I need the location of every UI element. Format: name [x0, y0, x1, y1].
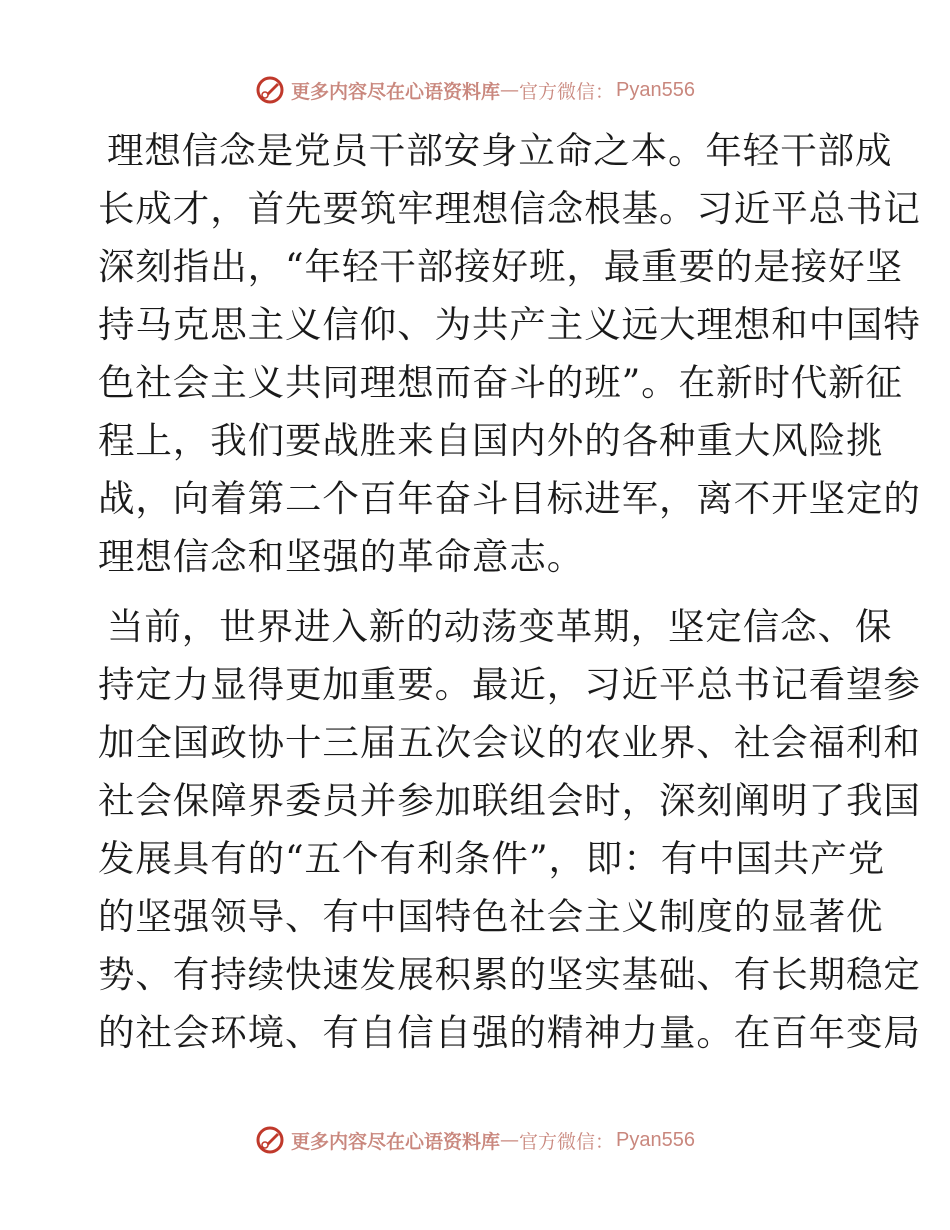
text-line: 持马克思主义信仰、为共产主义远大理想和中国特 — [98, 303, 921, 346]
text-line: 势、有持续快速发展积累的坚实基础、有长期稳定 — [98, 953, 921, 996]
text-line: 持定力显得更加重要。最近，习近平总书记看望参 — [98, 663, 921, 706]
paragraph-gap — [98, 586, 858, 598]
watermark-dash: — — [500, 1129, 520, 1151]
watermark-wechat-id: Pyan556 — [616, 78, 695, 101]
footer-watermark — [0, 1120, 950, 1160]
watermark-label: 官方微信： — [519, 80, 615, 103]
watermark-wechat-id: Pyan556 — [616, 1128, 695, 1151]
pen-logo-icon — [255, 1125, 285, 1155]
document-body — [98, 122, 921, 1062]
text-line: 长成才，首先要筑牢理想信念根基。习近平总书记 — [98, 187, 921, 230]
header-watermark — [0, 70, 950, 110]
paragraph-1 — [98, 122, 921, 586]
watermark-dash: — — [500, 79, 520, 101]
text-line: 加全国政协十三届五次会议的农业界、社会福利和 — [98, 721, 921, 764]
watermark-title: 更多内容尽在心语资料库 — [291, 80, 501, 103]
text-line: 深刻指出，“年轻干部接好班，最重要的是接好坚 — [98, 245, 903, 288]
text-line: 的社会环境、有自信自强的精神力量。在百年变局 — [98, 1011, 921, 1054]
watermark-title: 更多内容尽在心语资料库 — [291, 1130, 501, 1153]
text-line: 当前，世界进入新的动荡变革期，坚定信念、保 — [107, 605, 893, 648]
text-line: 理想信念是党员干部安身立命之本。年轻干部成 — [107, 129, 893, 172]
pen-logo-icon — [255, 75, 285, 105]
paragraph-2 — [98, 598, 921, 1062]
text-line: 战，向着第二个百年奋斗目标进军，离不开坚定的 — [98, 477, 921, 520]
text-line: 的坚强领导、有中国特色社会主义制度的显著优 — [98, 895, 884, 938]
text-line: 发展具有的“五个有利条件”，即：有中国共产党 — [98, 837, 886, 880]
text-line: 色社会主义共同理想而奋斗的班”。在新时代新征 — [98, 361, 903, 404]
watermark-label: 官方微信： — [519, 1130, 615, 1153]
text-line: 程上，我们要战胜来自国内外的各种重大风险挑 — [98, 419, 884, 462]
text-line: 理想信念和坚强的革命意志。 — [98, 535, 585, 578]
text-line: 社会保障界委员并参加联组会时，深刻阐明了我国 — [98, 779, 921, 822]
